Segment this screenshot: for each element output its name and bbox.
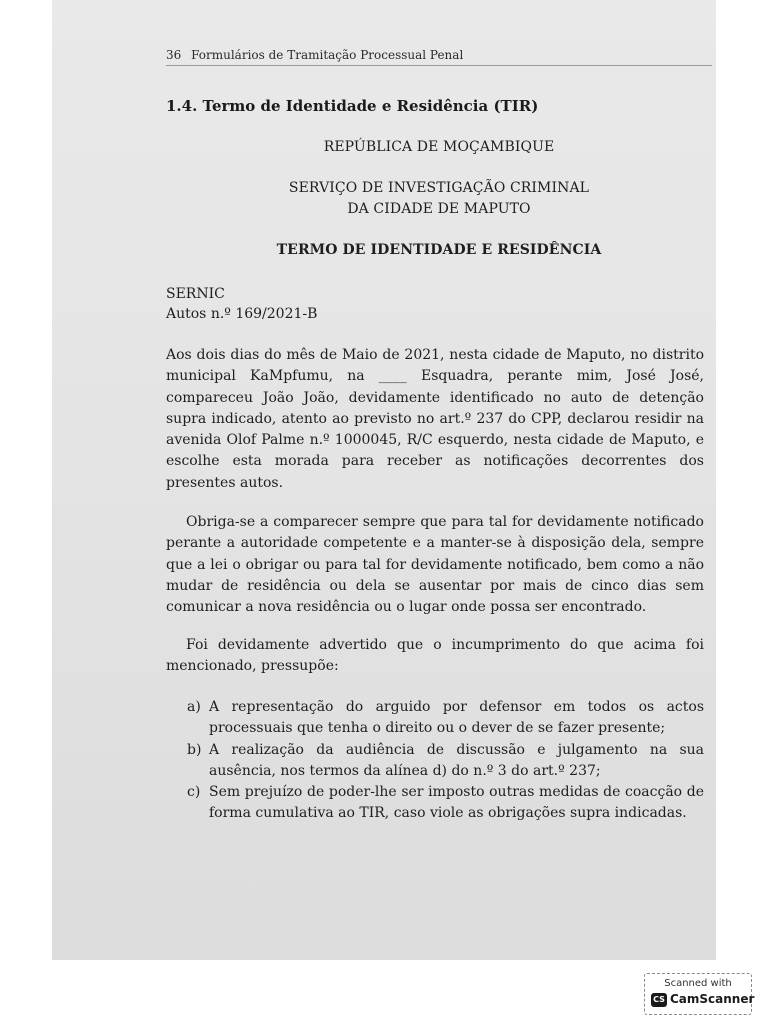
running-header (166, 48, 712, 66)
camscanner-logo-icon: CS (651, 993, 667, 1007)
heading-republic: REPÚBLICA DE MOÇAMBIQUE (323, 139, 555, 155)
list-item-text: A representação do arguido por defensor em todos os actos processuais que tenha o direito ou o dever de se fazer presente; (209, 699, 704, 737)
section-title: 1.4. Termo de Identidade e Residência (TIR) (166, 97, 539, 115)
heading-service: SERVIÇO DE INVESTIGAÇÃO CRIMINAL (288, 180, 590, 196)
paragraph-obligations: Obriga-se a comparecer sempre que para tal for devidamente notificado perante a autoridade competente e a manter-se à disposição dela, sempre que a lei o obrigar ou para tal for devidamente notificado, bem como a não mudar de residência ou dela se ausentar por mais de cinco dias sem comunicar a nova residência ou o lugar onde possa ser encontrado. (166, 514, 704, 616)
list-item-text: A realização da audiência de discussão e julgamento na sua ausência, nos termos da alínea d) do n.º 3 do art.º 237; (209, 741, 704, 779)
issuer: SERNIC (166, 286, 225, 302)
heading-city: DA CIDADE DE MAPUTO (347, 201, 531, 217)
camscanner-watermark (644, 973, 755, 1015)
watermark-brand: CamScanner (670, 992, 755, 1006)
list-marker: c) (187, 784, 201, 801)
paragraph-declaration: Aos dois dias do mês de Maio de 2021, nesta cidade de Maputo, no distrito municipal KaMpfumu, na ____ Esquadra, perante mim, José José, compareceu João João, devidamente identificado no auto de detenção supra indicado, atento ao previsto no art.º 237 do CPP, declarou residir na avenida Olof Palme n.º 1000045, R/C esquerdo, nesta cidade de Maputo, e escolhe esta morada para receber as notificações decorrentes dos presentes autos. (166, 347, 704, 491)
list-item-text: Sem prejuízo de poder-lhe ser imposto outras medidas de coacção de forma cumulativa ao TIR, caso viole as obrigações supra indicadas. (209, 784, 704, 822)
page-number: 36 (166, 48, 182, 62)
book-title: Formulários de Tramitação Processual Penal (191, 48, 464, 62)
document-title: TERMO DE IDENTIDADE E RESIDÊNCIA (276, 242, 602, 258)
list-item (166, 782, 704, 825)
case-number: Autos n.º 169/2021-B (166, 306, 318, 322)
paragraph-warning: Foi devidamente advertido que o incumprimento do que acima foi mencionado, pressupõe: (166, 637, 704, 675)
watermark-caption: Scanned with (664, 978, 732, 989)
list-item (166, 697, 704, 740)
consequences-list (166, 697, 704, 825)
list-marker: b) (187, 741, 202, 758)
list-marker: a) (187, 699, 201, 715)
list-item (166, 740, 704, 783)
